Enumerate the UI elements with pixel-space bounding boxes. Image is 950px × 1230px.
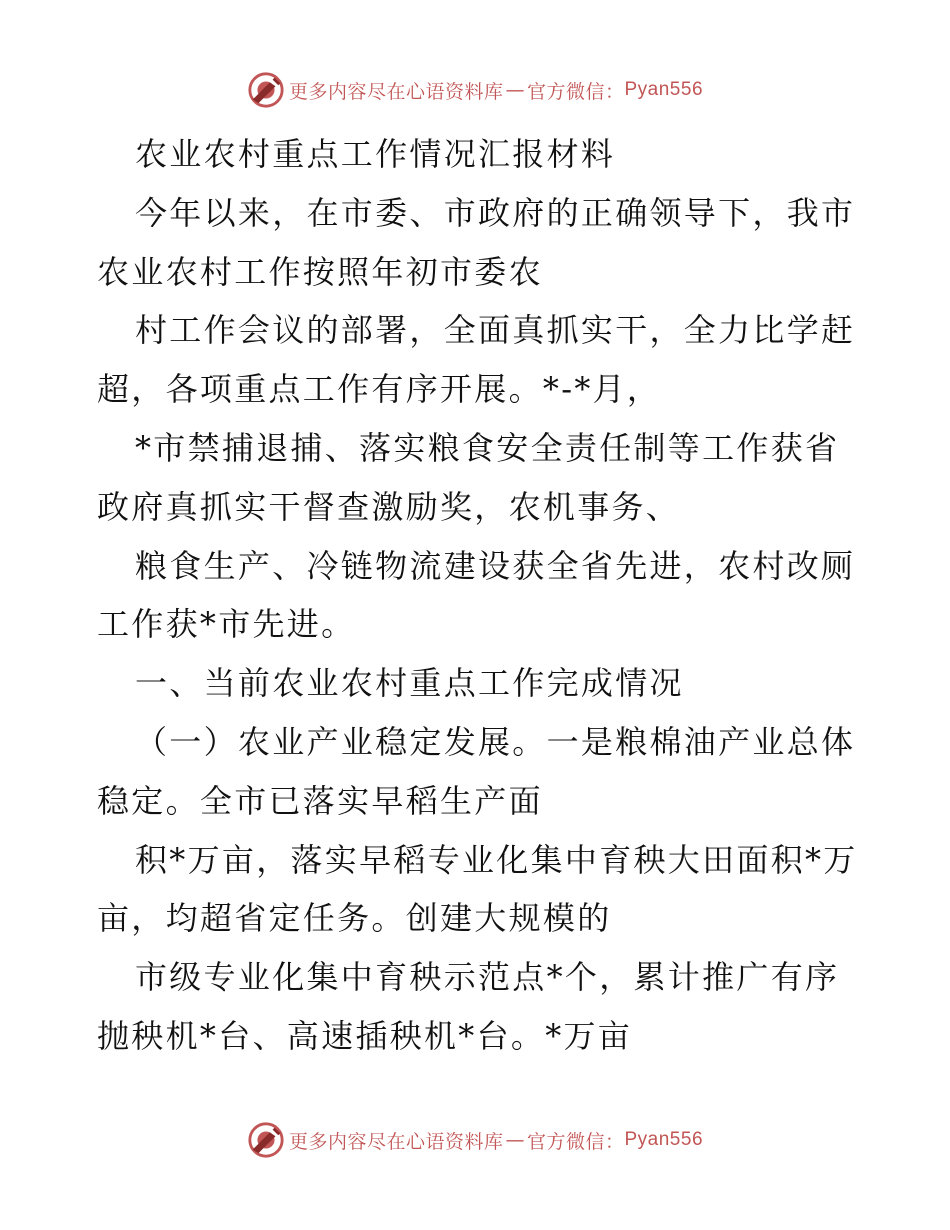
document-title: 农业农村重点工作情况汇报材料 [135, 135, 616, 173]
text-line: *市禁捕退捕、落实粮食安全责任制等工作获省 [135, 428, 840, 467]
watermark-dash: — [505, 79, 525, 101]
watermark-header [0, 70, 950, 110]
wechat-label: 官方微信： [526, 80, 625, 103]
watermark-footer [0, 1120, 950, 1160]
text-line: 农业农村工作按照年初市委农 [97, 252, 543, 291]
text-line: 村工作会议的部署，全面真抓实干，全力比学赶 [135, 311, 856, 350]
text-line: 抛秧机*台、高速插秧机*台。*万亩 [97, 1016, 633, 1055]
text-line: 今年以来，在市委、市政府的正确领导下，我市 [135, 193, 856, 232]
text-line: （一）农业产业稳定发展。一是粮棉油产业总体 [135, 722, 856, 761]
text-line: 政府真抓实干督查激励奖，农机事务、 [97, 487, 681, 526]
watermark-text: 更多内容尽在心语资料库 [288, 80, 504, 103]
document-body [97, 125, 857, 1066]
wechat-label: 官方微信： [526, 1130, 625, 1153]
section-heading: 一、当前农业农村重点工作完成情况 [135, 664, 684, 703]
text-line: 工作获*市先进。 [97, 605, 356, 644]
wechat-id: Pyan556 [624, 79, 704, 100]
text-line: 积*万亩，落实早稻专业化集中育秧大田面积*万 [135, 840, 858, 879]
brand-logo-icon [247, 1121, 285, 1159]
text-line: 超，各项重点工作有序开展。*-*月， [97, 370, 662, 409]
text-line: 稳定。全市已落实早稻生产面 [97, 781, 543, 820]
text-line: 亩，均超省定任务。创建大规模的 [97, 899, 612, 938]
wechat-id: Pyan556 [624, 1129, 704, 1150]
brand-logo-icon [247, 71, 285, 109]
text-line: 粮食生产、冷链物流建设获全省先进，农村改厕 [135, 546, 856, 585]
watermark-text: 更多内容尽在心语资料库 [288, 1130, 504, 1153]
watermark-dash: — [505, 1129, 525, 1151]
text-line: 市级专业化集中育秧示范点*个，累计推广有序 [135, 958, 840, 997]
